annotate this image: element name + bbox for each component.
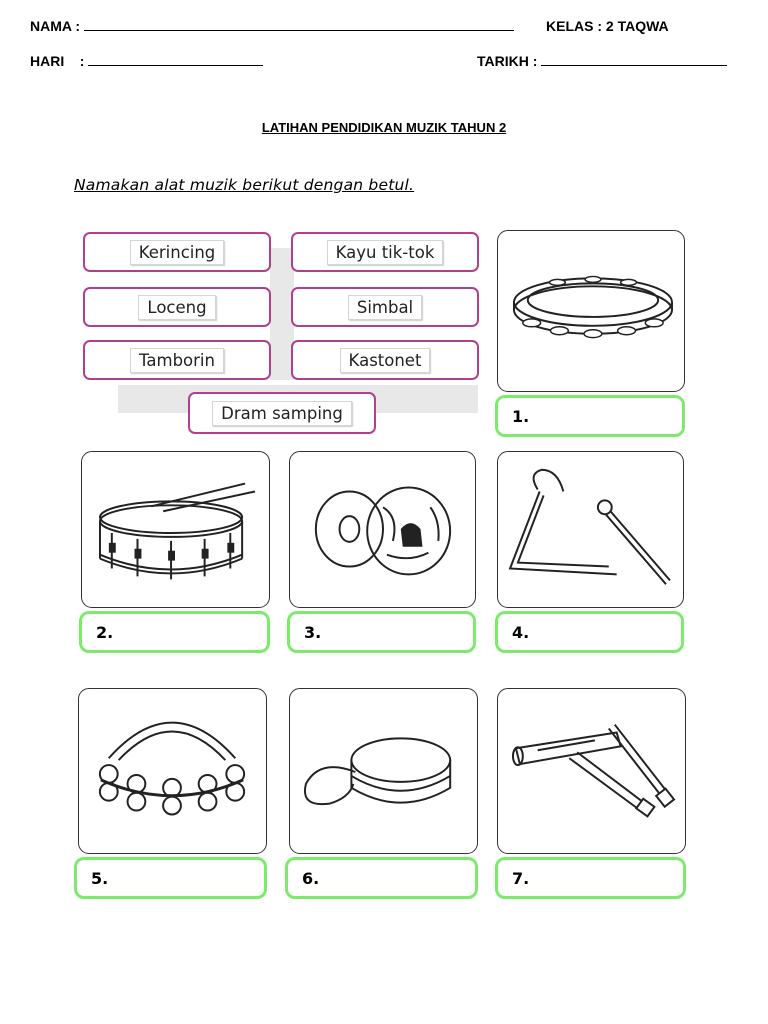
- wood-block-icon: [498, 689, 685, 853]
- word-kerincing: [83, 232, 271, 272]
- picture-loceng: [497, 451, 684, 608]
- answer-number: 4.: [512, 622, 530, 642]
- hari-label: HARI :: [30, 53, 85, 69]
- instruction: Namakan alat muzik berikut dengan betul.: [74, 176, 415, 194]
- triangle-icon: [498, 452, 683, 607]
- kelas-label: KELAS : 2 TAQWA: [546, 18, 669, 34]
- answer-number: 6.: [302, 868, 320, 888]
- answer-box-7[interactable]: [495, 857, 686, 899]
- answer-number: 7.: [512, 868, 530, 888]
- word-simbal: [291, 287, 479, 327]
- answer-number: 3.: [304, 622, 322, 642]
- word-dram-samping: [188, 392, 376, 434]
- word-label: Kerincing: [130, 240, 225, 265]
- word-label: Tamborin: [130, 348, 224, 373]
- word-label: Simbal: [348, 295, 422, 320]
- answer-box-3[interactable]: [287, 611, 476, 653]
- answer-number: 1.: [512, 406, 530, 426]
- picture-tamborin: [497, 230, 685, 392]
- tarikh-label: TARIKH :: [477, 53, 538, 69]
- answer-box-6[interactable]: [285, 857, 478, 899]
- nama-line[interactable]: [84, 30, 514, 31]
- hari-field: [30, 53, 263, 69]
- tambourine-icon: [498, 231, 684, 391]
- word-label: Kayu tik-tok: [327, 240, 444, 265]
- word-label: Loceng: [138, 295, 215, 320]
- answer-box-4[interactable]: [495, 611, 684, 653]
- nama-field: [30, 18, 514, 34]
- hari-line[interactable]: [88, 65, 263, 66]
- word-kastonet: [291, 340, 479, 380]
- castanet-icon: [290, 689, 477, 853]
- answer-number: 2.: [96, 622, 114, 642]
- picture-kastonet: [289, 688, 478, 854]
- picture-dram-samping: [81, 451, 270, 608]
- cymbals-icon: [290, 452, 475, 607]
- answer-box-2[interactable]: [79, 611, 270, 653]
- word-kayu-tik-tok: [291, 232, 479, 272]
- answer-box-1[interactable]: [495, 395, 685, 437]
- picture-simbal: [289, 451, 476, 608]
- nama-label: NAMA :: [30, 18, 81, 34]
- word-label: Dram samping: [212, 401, 352, 426]
- picture-kerincing: [78, 688, 267, 854]
- word-loceng: [83, 287, 271, 327]
- word-label: Kastonet: [340, 348, 431, 373]
- bells-icon: [79, 689, 266, 853]
- answer-number: 5.: [91, 868, 109, 888]
- picture-kayu-tik-tok: [497, 688, 686, 854]
- answer-box-5[interactable]: [74, 857, 267, 899]
- page-title: LATIHAN PENDIDIKAN MUZIK TAHUN 2: [261, 120, 507, 135]
- word-tamborin: [83, 340, 271, 380]
- drum-icon: [82, 452, 269, 607]
- tarikh-field: [477, 53, 727, 69]
- tarikh-line[interactable]: [541, 65, 727, 66]
